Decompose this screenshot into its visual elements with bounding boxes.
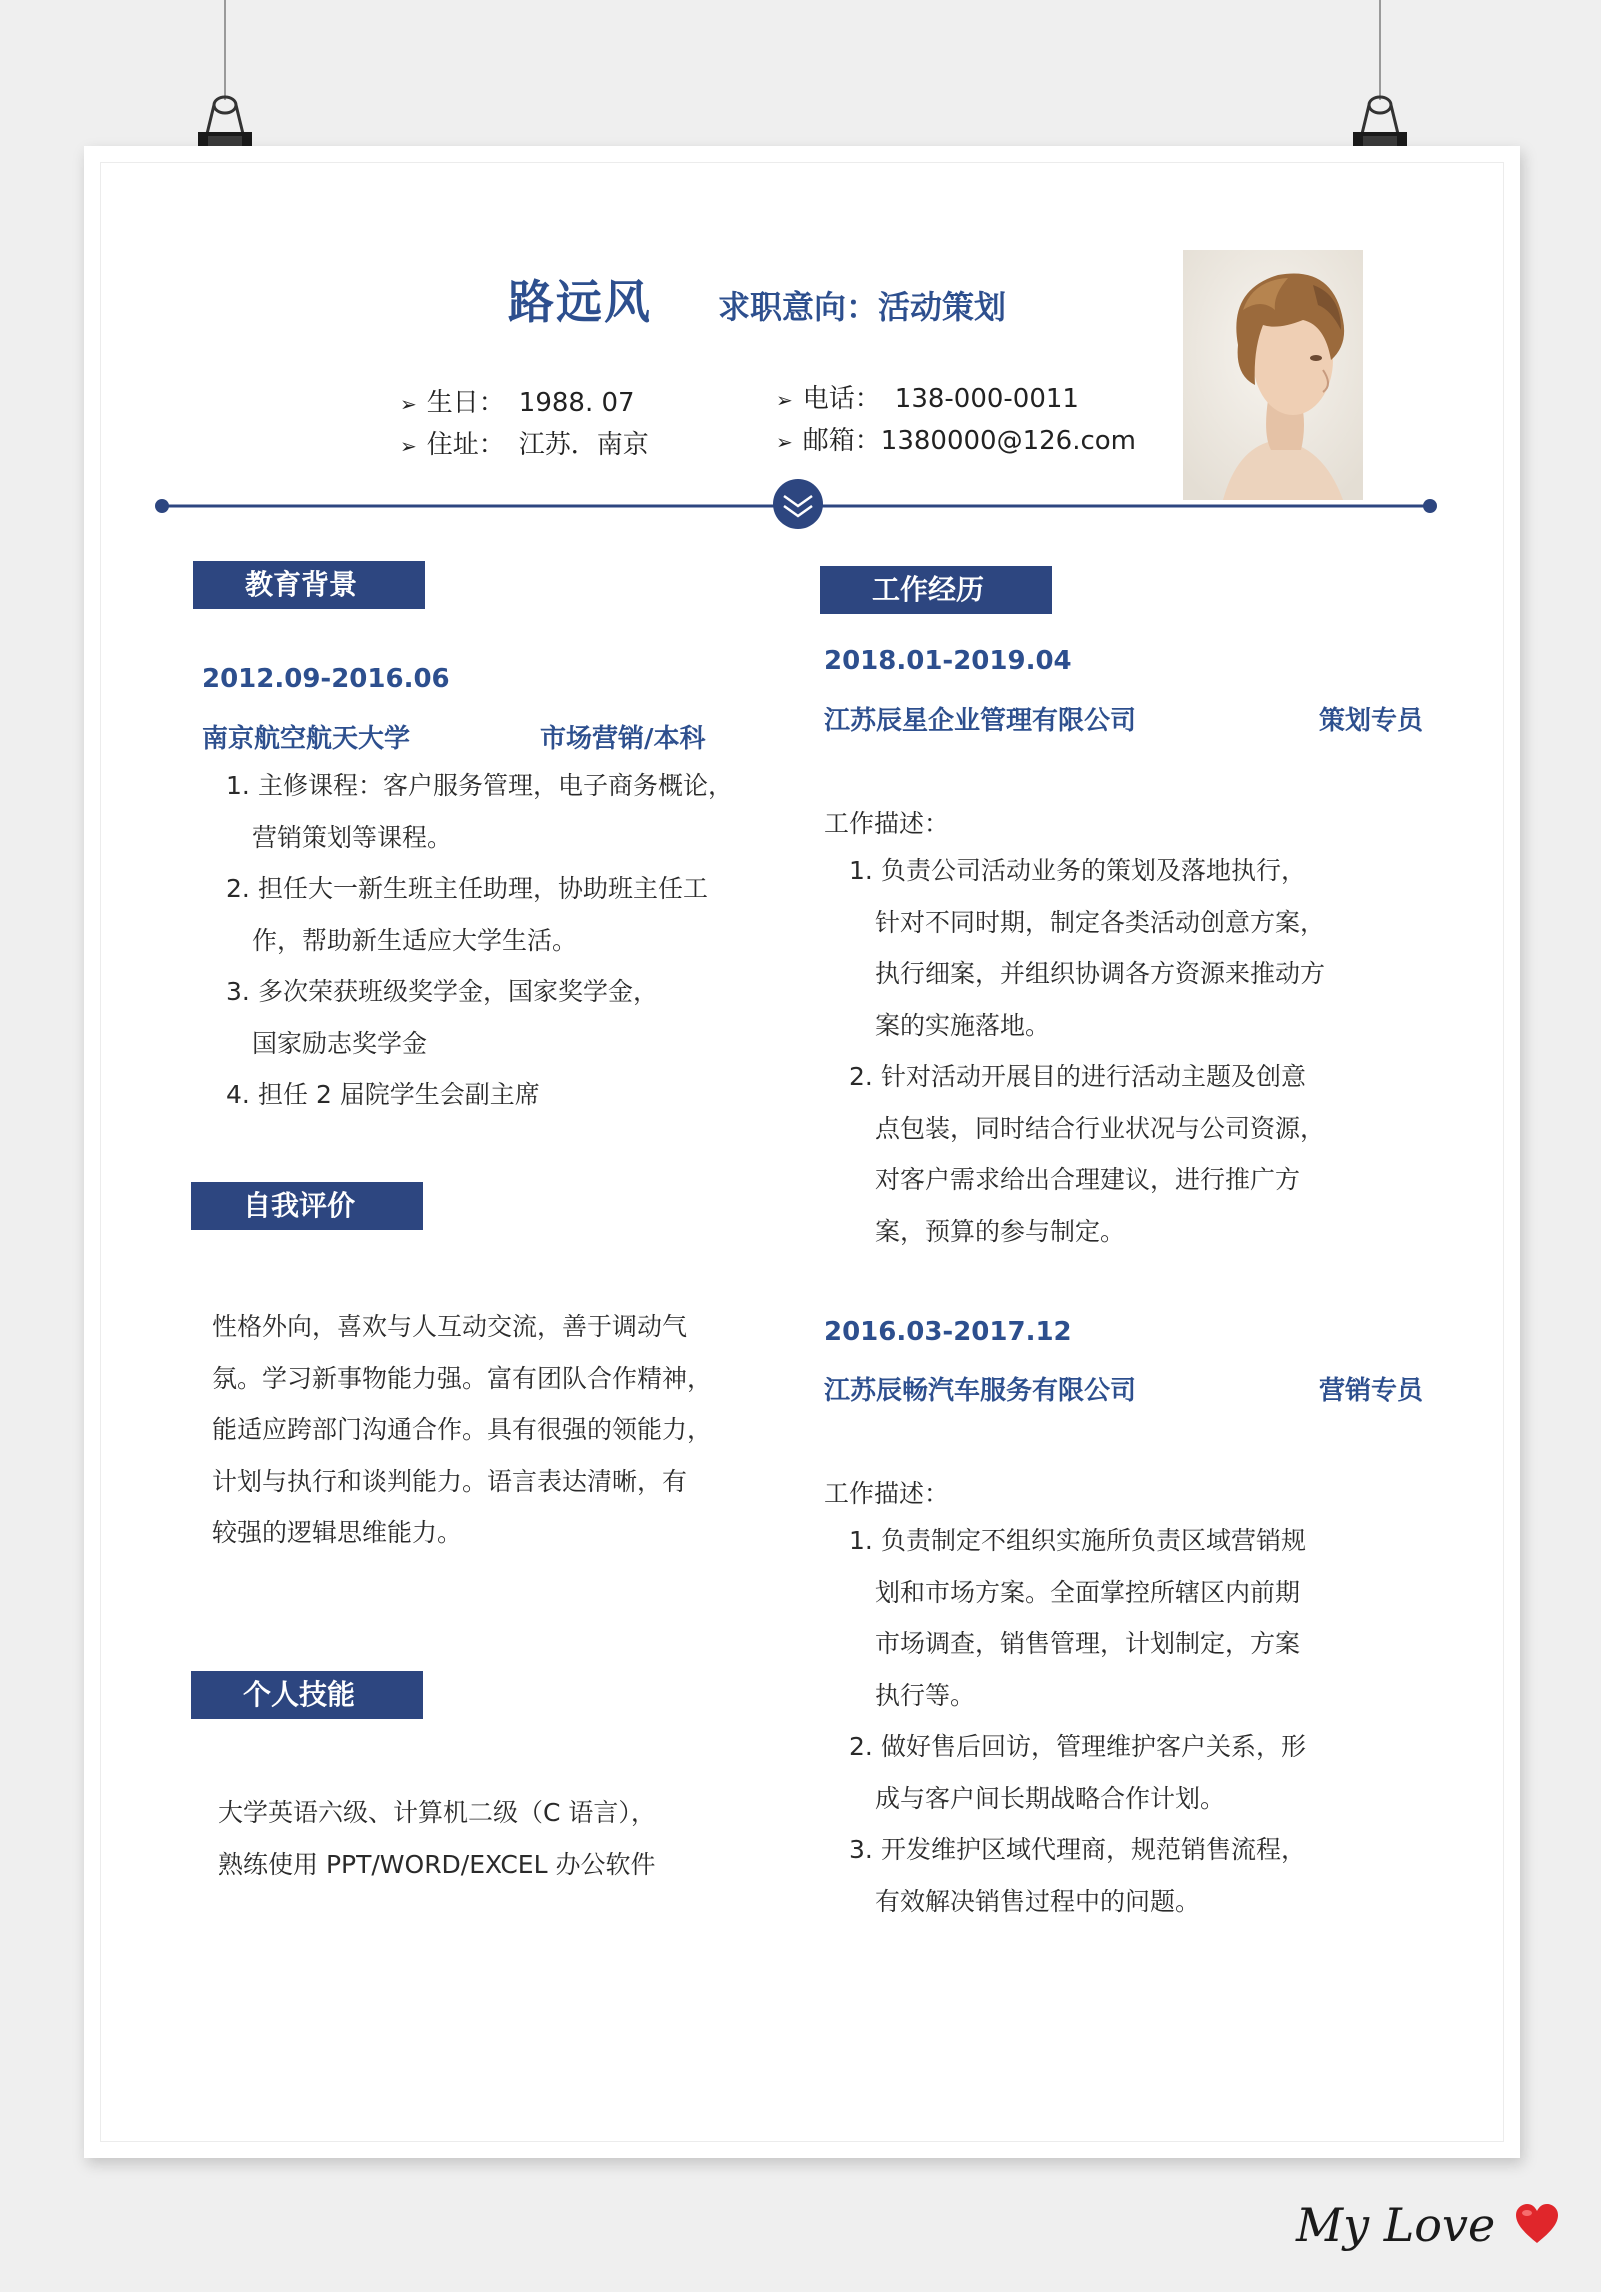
job1-company: 江苏辰星企业管理有限公司 [824, 706, 1137, 736]
list-item: 1. 负责公司活动业务的策划及落地执行， [849, 856, 1307, 885]
signature-my-love: My Love [1296, 2198, 1560, 2252]
education-major: 市场营销/本科 [540, 724, 706, 754]
list-item: 点包装，同时结合行业状况与公司资源， [875, 1113, 1326, 1143]
profile-photo [1183, 250, 1363, 500]
job2-period: 2016.03-2017.12 [824, 1317, 1072, 1347]
info-email[interactable]: ➢ 邮箱：1380000@126.com [776, 426, 1136, 456]
list-item: 有效解决销售过程中的问题。 [875, 1886, 1201, 1916]
list-item: 划和市场方案。全面掌控所辖区内前期 [875, 1577, 1301, 1607]
self-evaluation-text: 性格外向，喜欢与人互动交流，善于调动气 氛。学习新事物能力强。富有团队合作精神， 能适应跨部门沟通合作。具有很强的领能力， 计划与执行和谈判能力。语言表达清晰，有 较强的逻辑思维能力。 [212, 1312, 713, 1547]
arrow-bullet-icon: ➢ [400, 434, 417, 458]
list-item: 2. 担任大一新生班主任助理，协助班主任工 [226, 874, 709, 903]
list-item: 市场调查，销售管理，计划制定，方案 [875, 1629, 1301, 1658]
list-item: 对客户需求给出合理建议，进行推广方 [875, 1165, 1301, 1194]
education-period: 2012.09-2016.06 [202, 664, 450, 694]
list-item: 执行等。 [875, 1680, 976, 1710]
list-item: 2. 针对活动开展目的进行活动主题及创意 [849, 1062, 1307, 1091]
list-item: 执行细案，并组织协调各方资源来推动方 [875, 959, 1326, 988]
heart-icon [1514, 2203, 1560, 2245]
chevron-down-icon [773, 479, 823, 529]
list-item: 3. 开发维护区域代理商，规范销售流程， [849, 1835, 1307, 1864]
info-address: ➢ 住址： 江苏．南京 [400, 430, 649, 460]
arrow-bullet-icon: ➢ [776, 388, 793, 412]
section-header-self-evaluation: 自我评价 [191, 1182, 423, 1230]
job2-company: 江苏辰畅汽车服务有限公司 [824, 1376, 1137, 1406]
section-header-work: 工作经历 [820, 566, 1052, 614]
list-item: 案，预算的参与制定。 [875, 1216, 1126, 1246]
list-item: 1. 负责制定不组织实施所负责区域营销规 [849, 1526, 1307, 1555]
list-item: 成与客户间长期战略合作计划。 [875, 1783, 1226, 1813]
list-item: 针对不同时期，制定各类活动创意方案， [875, 907, 1326, 937]
job1-desc-label: 工作描述： [824, 809, 950, 838]
section-header-skills: 个人技能 [191, 1671, 423, 1719]
list-item: 案的实施落地。 [875, 1010, 1051, 1040]
job1-period: 2018.01-2019.04 [824, 646, 1072, 676]
info-birthday: ➢ 生日： 1988. 07 [400, 388, 635, 418]
skills-text: 大学英语六级、计算机二级（C 语言）， 熟练使用 PPT/WORD/EXCEL 办公软件 [218, 1798, 656, 1879]
binder-clip-left-icon [190, 0, 260, 162]
candidate-name: 路远风 [508, 275, 652, 329]
list-item: 作，帮助新生适应大学生活。 [252, 925, 578, 955]
education-list [226, 760, 733, 1121]
list-item: 3. 多次荣获班级奖学金，国家奖学金， [226, 977, 659, 1006]
job2-desc-label: 工作描述： [824, 1479, 950, 1508]
list-item: 国家励志奖学金 [252, 1028, 428, 1058]
section-header-education: 教育背景 [193, 561, 425, 609]
arrow-bullet-icon: ➢ [776, 430, 793, 454]
info-phone: ➢ 电话： 138-000-0011 [776, 384, 1079, 414]
binder-clip-right-icon [1345, 0, 1415, 162]
arrow-bullet-icon: ➢ [400, 392, 417, 416]
list-item: 1. 主修课程：客户服务管理，电子商务概论， [226, 771, 734, 800]
list-item: 2. 做好售后回访，管理维护客户关系，形 [849, 1732, 1307, 1761]
job1-list [849, 845, 1325, 1257]
job1-role: 策划专员 [1319, 706, 1424, 736]
job2-list [849, 1515, 1306, 1927]
job-objective: 求职意向：活动策划 [718, 288, 1007, 326]
education-school: 南京航空航天大学 [202, 724, 411, 754]
list-item: 营销策划等课程。 [252, 822, 453, 852]
list-item: 4. 担任 2 届院学生会副主席 [226, 1080, 540, 1109]
job2-role: 营销专员 [1319, 1376, 1424, 1406]
